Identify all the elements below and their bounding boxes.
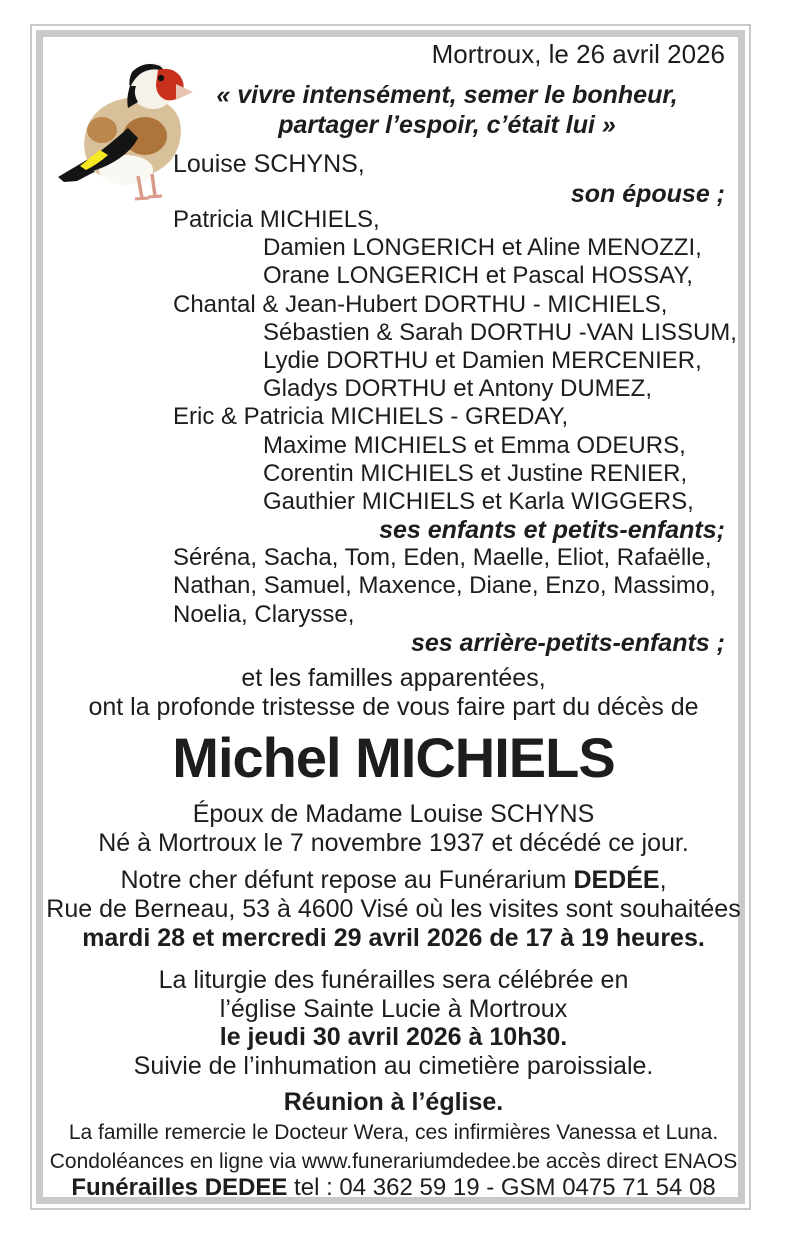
family-members-list — [173, 206, 737, 657]
relation-label: ses enfants et petits-enfants; — [379, 516, 725, 545]
condolences-line: Condoléances en ligne via www.funerariumdedee.be accès direct ENAOS — [49, 1150, 738, 1173]
family-member-line: Nathan, Samuel, Maxence, Diane, Enzo, Massimo, — [173, 572, 716, 600]
thanks-line: La famille remercie le Docteur Wera, ces infirmières Vanessa et Luna. — [68, 1121, 719, 1144]
birth-death-line: Né à Mortroux le 7 novembre 1937 et décédé ce jour. — [98, 829, 689, 857]
family-member-line: Lydie DORTHU et Damien MERCENIER, — [263, 346, 702, 374]
funeral-date-line: le jeudi 30 avril 2026 à 10h30. — [219, 1023, 568, 1051]
contact-numbers: tel : 04 362 59 19 - GSM 0475 71 54 08 — [287, 1174, 716, 1201]
family-member-line: Sébastien & Sarah DORTHU -VAN LISSUM, — [263, 318, 737, 346]
family-member-line: Damien LONGERICH et Aline MENOZZI, — [263, 234, 702, 262]
dateline: Mortroux, le 26 avril 2026 — [431, 39, 725, 69]
memorial-quote — [150, 80, 744, 140]
family-member-line: Chantal & Jean-Hubert DORTHU - MICHIELS, — [173, 290, 668, 318]
spouse-of-line: Époux de Madame Louise SCHYNS — [192, 800, 595, 828]
family-member-line: Patricia MICHIELS, — [173, 206, 380, 233]
spouse-relation-label: son épouse ; — [570, 180, 725, 208]
family-member-line: Orane LONGERICH et Pascal HOSSAY, — [263, 262, 693, 290]
spouse-name: Louise SCHYNS, — [173, 150, 365, 178]
gathering-line: Réunion à l’église. — [283, 1088, 504, 1116]
family-member-line: Gauthier MICHIELS et Karla WIGGERS, — [263, 487, 694, 515]
bird-breast-patch — [87, 117, 117, 143]
repose-prefix: Notre cher défunt repose au Funérarium — [120, 866, 574, 894]
contact-line — [44, 1173, 743, 1202]
repose-line — [44, 866, 743, 895]
address-line: Rue de Berneau, 53 à 4600 Visé où les visites sont souhaitées — [46, 895, 741, 923]
church-line: l’église Sainte Lucie à Mortroux — [219, 995, 568, 1023]
funerarium-name: DEDÉE — [573, 866, 660, 894]
related-families-line: et les familles apparentées, — [241, 664, 546, 692]
burial-line: Suivie de l’inhumation au cimetière paroissiale. — [133, 1052, 654, 1080]
visiting-hours-line: mardi 28 et mercredi 29 avril 2026 de 17 à 19 heures. — [82, 924, 705, 952]
announcement-line: ont la profonde tristesse de vous faire part du décès de — [88, 693, 699, 721]
family-member-line: Noelia, Clarysse, — [173, 600, 355, 628]
family-member-line: Eric & Patricia MICHIELS - GREDAY, — [173, 403, 569, 431]
family-member-line: Corentin MICHIELS et Justine RENIER, — [263, 459, 688, 487]
family-member-line: Gladys DORTHU et Antony DUMEZ, — [263, 375, 652, 403]
liturgy-line: La liturgie des funérailles sera célébrée en — [158, 966, 629, 994]
quote-line-2: partager l’espoir, c’était lui » — [278, 111, 616, 139]
repose-suffix: , — [659, 866, 667, 894]
family-member-line: Séréna, Sacha, Tom, Eden, Maelle, Eliot, Rafaëlle, — [173, 544, 712, 572]
deceased-name: Michel MICHIELS — [172, 726, 615, 789]
relation-label: ses arrière-petits-enfants ; — [410, 628, 725, 657]
family-member-line: Maxime MICHIELS et Emma ODEURS, — [263, 431, 686, 459]
quote-line-1: « vivre intensément, semer le bonheur, — [216, 81, 678, 109]
funeral-home-name: Funérailles DEDEE — [71, 1174, 288, 1201]
